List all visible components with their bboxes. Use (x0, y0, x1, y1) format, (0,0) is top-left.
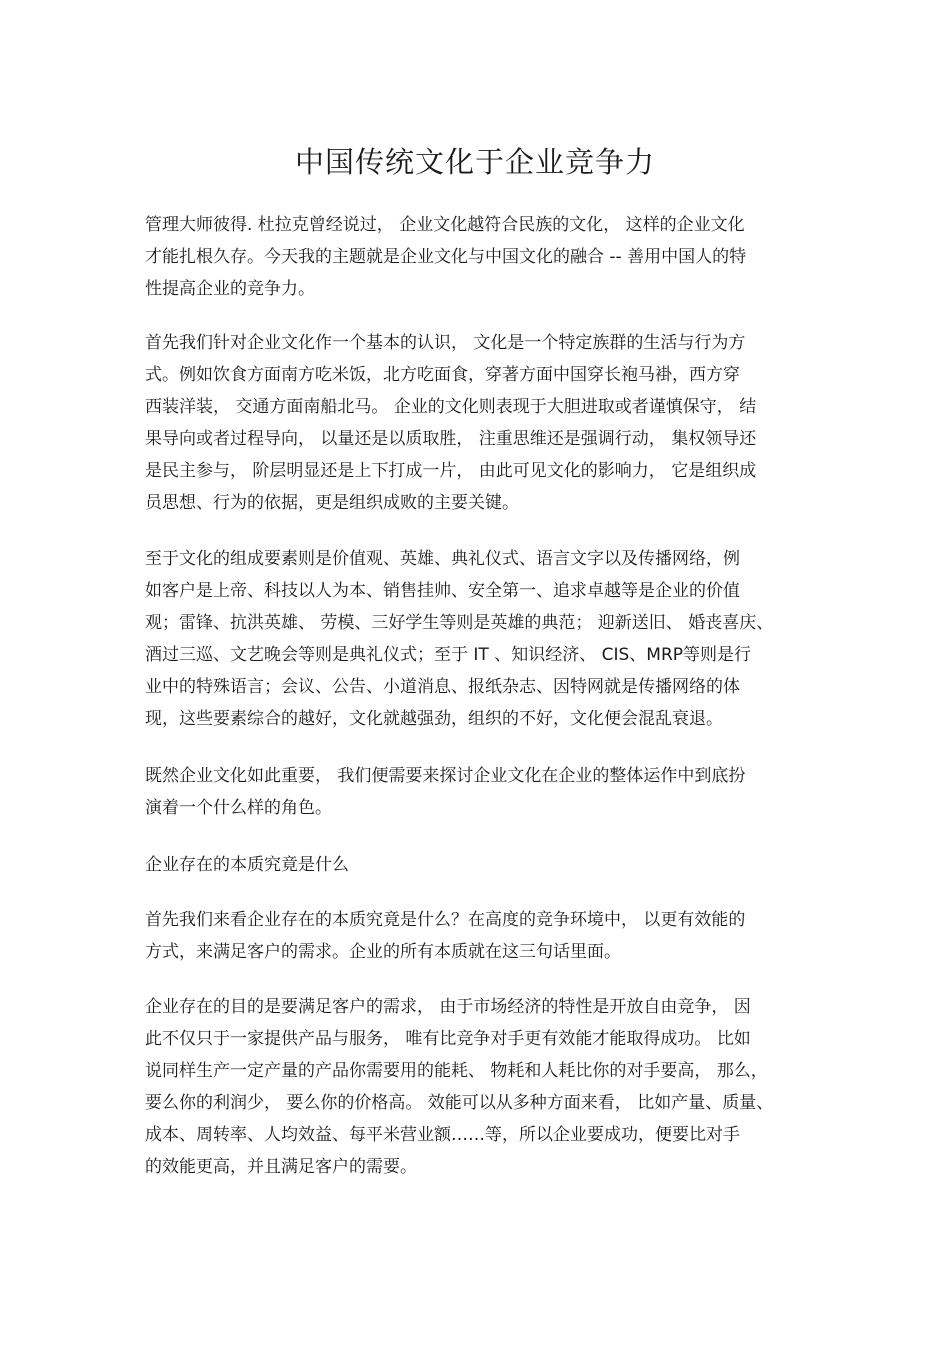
paragraph-culture-elements (145, 543, 815, 735)
text-line: 性提高企业的竞争力。 (145, 279, 315, 299)
text-line: 演着一个什么样的角色。 (145, 798, 332, 818)
text-line: 果导向或者过程导向， 以量还是以质取胜， 注重思维还是强调行动， 集权领导还 (145, 429, 757, 449)
paragraph-intro (145, 209, 815, 305)
text-line: 首先我们针对企业文化作一个基本的认识， 文化是一个特定族群的生活与行为方 (145, 333, 746, 353)
paragraph-efficiency (145, 991, 815, 1183)
text-line: 首先我们来看企业存在的本质究竟是什么？在高度的竞争环境中， 以更有效能的 (145, 910, 746, 930)
text-line: 才能扎根久存。今天我的主题就是企业文化与中国文化的融合 -- 善用中国人的特 (145, 247, 747, 267)
text-line: 的效能更高，并且满足客户的需要。 (145, 1157, 417, 1177)
text-line: 既然企业文化如此重要， 我们便需要来探讨企业文化在企业的整体运作中到底扮 (145, 766, 746, 786)
text-line: 员思想、行为的依据，更是组织成败的主要关键。 (145, 493, 519, 513)
document-title: 中国传统文化于企业竞争力 (294, 145, 655, 179)
text-line: 观；雷锋、抗洪英雄、 劳模、三好学生等则是英雄的典范； 迎新送旧、 婚丧喜庆、 (145, 613, 774, 633)
text-line: 此不仅只于一家提供产品与服务， 唯有比竞争对手更有效能才能取得成功。 比如 (145, 1029, 751, 1049)
text-line: 方式，来满足客户的需求。企业的所有本质就在这三句话里面。 (145, 942, 621, 962)
text-line: 西装洋装， 交通方面南船北马。 企业的文化则表现于大胆进取或者谨慎保守， 结 (145, 397, 757, 417)
paragraph-culture-definition (145, 327, 815, 519)
text-line: 如客户是上帝、科技以人为本、销售挂帅、安全第一、追求卓越等是企业的价值 (145, 581, 740, 601)
text-line: 企业存在的本质究竟是什么 (145, 855, 349, 875)
paragraph-importance (145, 760, 815, 824)
text-line: 说同样生产一定产量的产品你需要用的能耗、 物耗和人耗比你的对手要高， 那么， (145, 1061, 768, 1081)
text-line: 企业存在的目的是要满足客户的需求， 由于市场经济的特性是开放自由竞争， 因 (145, 997, 751, 1017)
paragraph-essence (145, 904, 815, 968)
text-line: 至于文化的组成要素则是价值观、英雄、典礼仪式、语言文字以及传播网络，例 (145, 549, 740, 569)
text-line: 是民主参与， 阶层明显还是上下打成一片， 由此可见文化的影响力， 它是组织成 (145, 461, 757, 481)
text-line: 要么你的利润少， 要么你的价格高。 效能可以从多种方面来看， 比如产量、质量、 (145, 1093, 774, 1113)
text-line: 式。例如饮食方面南方吃米饭，北方吃面食，穿著方面中国穿长袍马褂，西方穿 (145, 365, 740, 385)
section-heading (145, 849, 815, 881)
text-line: 现，这些要素综合的越好，文化就越强劲，组织的不好，文化便会混乱衰退。 (145, 709, 723, 729)
text-line: 成本、周转率、人均效益、每平米营业额……等，所以企业要成功，便要比对手 (145, 1125, 740, 1145)
text-line: 业中的特殊语言；会议、公告、小道消息、报纸杂志、因特网就是传播网络的体 (145, 677, 740, 697)
text-line: 管理大师彼得. 杜拉克曾经说过， 企业文化越符合民族的文化， 这样的企业文化 (145, 215, 745, 235)
text-line: 酒过三巡、文艺晚会等则是典礼仪式；至于 IT 、知识经济、 CIS、MRP等则是行 (145, 645, 752, 665)
